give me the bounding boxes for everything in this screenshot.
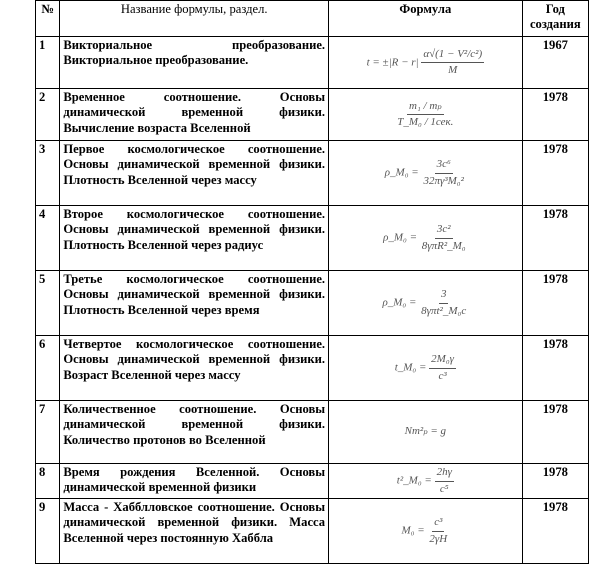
row-year: 1978 — [522, 401, 588, 464]
row-formula — [329, 206, 523, 271]
formula-table — [35, 0, 589, 564]
formula-denominator: 8γπt²_M₀c — [421, 304, 467, 317]
formula-numerator: 3c² — [435, 222, 453, 238]
formula-numerator: c³ — [432, 515, 444, 531]
formula-denominator: 8γπR²_M₀ — [421, 239, 466, 252]
row-year: 1978 — [522, 206, 588, 271]
row-year: 1978 — [522, 89, 588, 141]
row-formula — [329, 141, 523, 206]
formula-fraction — [427, 515, 449, 547]
row-number: 8 — [36, 464, 60, 499]
row-title: Викториальное преобразование. Викториальное преобразование. — [60, 37, 329, 89]
row-number: 2 — [36, 89, 60, 141]
formula-lhs: Nm²ₚ = g — [404, 425, 447, 438]
table-row — [36, 464, 589, 499]
formula-lhs: M₀ = — [401, 524, 425, 537]
formula-fraction — [429, 352, 456, 384]
formula-lhs: t_M₀ = — [394, 361, 427, 374]
row-title: Время рождения Вселенной. Основы динамической временной физики — [60, 464, 329, 499]
row-title: Временное соотношение. Основы динамической временной физики. Вычисление возраста Вселенной — [60, 89, 329, 141]
row-year: 1978 — [522, 464, 588, 499]
formula-fraction — [420, 222, 468, 254]
row-formula — [329, 271, 523, 336]
table-row — [36, 336, 589, 401]
row-number: 5 — [36, 271, 60, 336]
formula-lhs: ρ_M₀ = — [384, 166, 419, 179]
formula-lhs: t = ±|R − r| — [366, 56, 419, 69]
formula-fraction — [419, 287, 468, 319]
formula-lhs: ρ_M₀ = — [383, 231, 418, 244]
formula-numerator: 3 — [439, 287, 449, 303]
formula-denominator: 32πγ³M₀² — [423, 174, 464, 187]
formula-denominator: c⁵ — [439, 482, 449, 495]
table-row — [36, 206, 589, 271]
header-num: № — [36, 1, 60, 37]
table-header-row — [36, 1, 589, 37]
formula-numerator: α√(1 − V²/c²) — [421, 47, 484, 63]
formula-lhs: ρ_M₀ = — [382, 296, 417, 309]
row-title: Количественное соотношение. Основы динамической временной физики. Количество протонов во Вселенной — [60, 401, 329, 464]
formula-numerator: 3c⁶ — [435, 157, 453, 173]
formula-numerator: 2M₀γ — [429, 352, 456, 368]
row-formula — [329, 37, 523, 89]
formula-numerator: 2hγ — [435, 465, 454, 481]
row-number: 6 — [36, 336, 60, 401]
row-formula — [329, 89, 523, 141]
table-row — [36, 37, 589, 89]
row-title: Третье космологическое соотношение. Основы динамической временной физики. Плотность Вселенной через время — [60, 271, 329, 336]
formula-denominator: c³ — [438, 369, 447, 382]
formula-denominator: 2γH — [429, 532, 448, 545]
row-number: 7 — [36, 401, 60, 464]
table-row — [36, 499, 589, 564]
row-number: 3 — [36, 141, 60, 206]
formula-denominator: M — [448, 64, 458, 76]
row-formula — [329, 401, 523, 464]
formula-lhs: t²_M₀ = — [396, 474, 432, 487]
row-title: Четвертое космологическое соотношение. Основы динамической временной физики. Возраст Вселенной через массу — [60, 336, 329, 401]
row-title: Первое космологическое соотношение. Основы динамической временной физики. Плотность Вселенной через массу — [60, 141, 329, 206]
row-year: 1978 — [522, 499, 588, 564]
row-number: 1 — [36, 37, 60, 89]
table-row — [36, 401, 589, 464]
row-number: 9 — [36, 499, 60, 564]
formula-fraction — [421, 157, 465, 189]
formula-fraction — [421, 47, 484, 79]
header-year: Год создания — [522, 1, 588, 37]
formula-fraction — [435, 465, 454, 497]
formula-denominator: T_M₀ / 1сек. — [397, 116, 454, 128]
table-body — [36, 37, 589, 564]
row-year: 1978 — [522, 271, 588, 336]
table-row — [36, 271, 589, 336]
row-formula — [329, 499, 523, 564]
table-row — [36, 141, 589, 206]
formula-numerator: m₁ / mₚ — [407, 99, 444, 115]
header-formula: Формула — [329, 1, 523, 37]
row-year: 1978 — [522, 141, 588, 206]
row-number: 4 — [36, 206, 60, 271]
row-year: 1978 — [522, 336, 588, 401]
formula-fraction — [395, 99, 455, 131]
row-year: 1967 — [522, 37, 588, 89]
row-formula — [329, 464, 523, 499]
table-row — [36, 89, 589, 141]
row-title: Второе космологическое соотношение. Основы динамической временной физики. Плотность Вселенной через радиус — [60, 206, 329, 271]
row-title: Масса - Хабблловское соотношение. Основы динамической временной физики. Масса Вселенной через постоянную Хаббла — [60, 499, 329, 564]
header-name: Название формулы, раздел. — [60, 1, 329, 37]
row-formula — [329, 336, 523, 401]
